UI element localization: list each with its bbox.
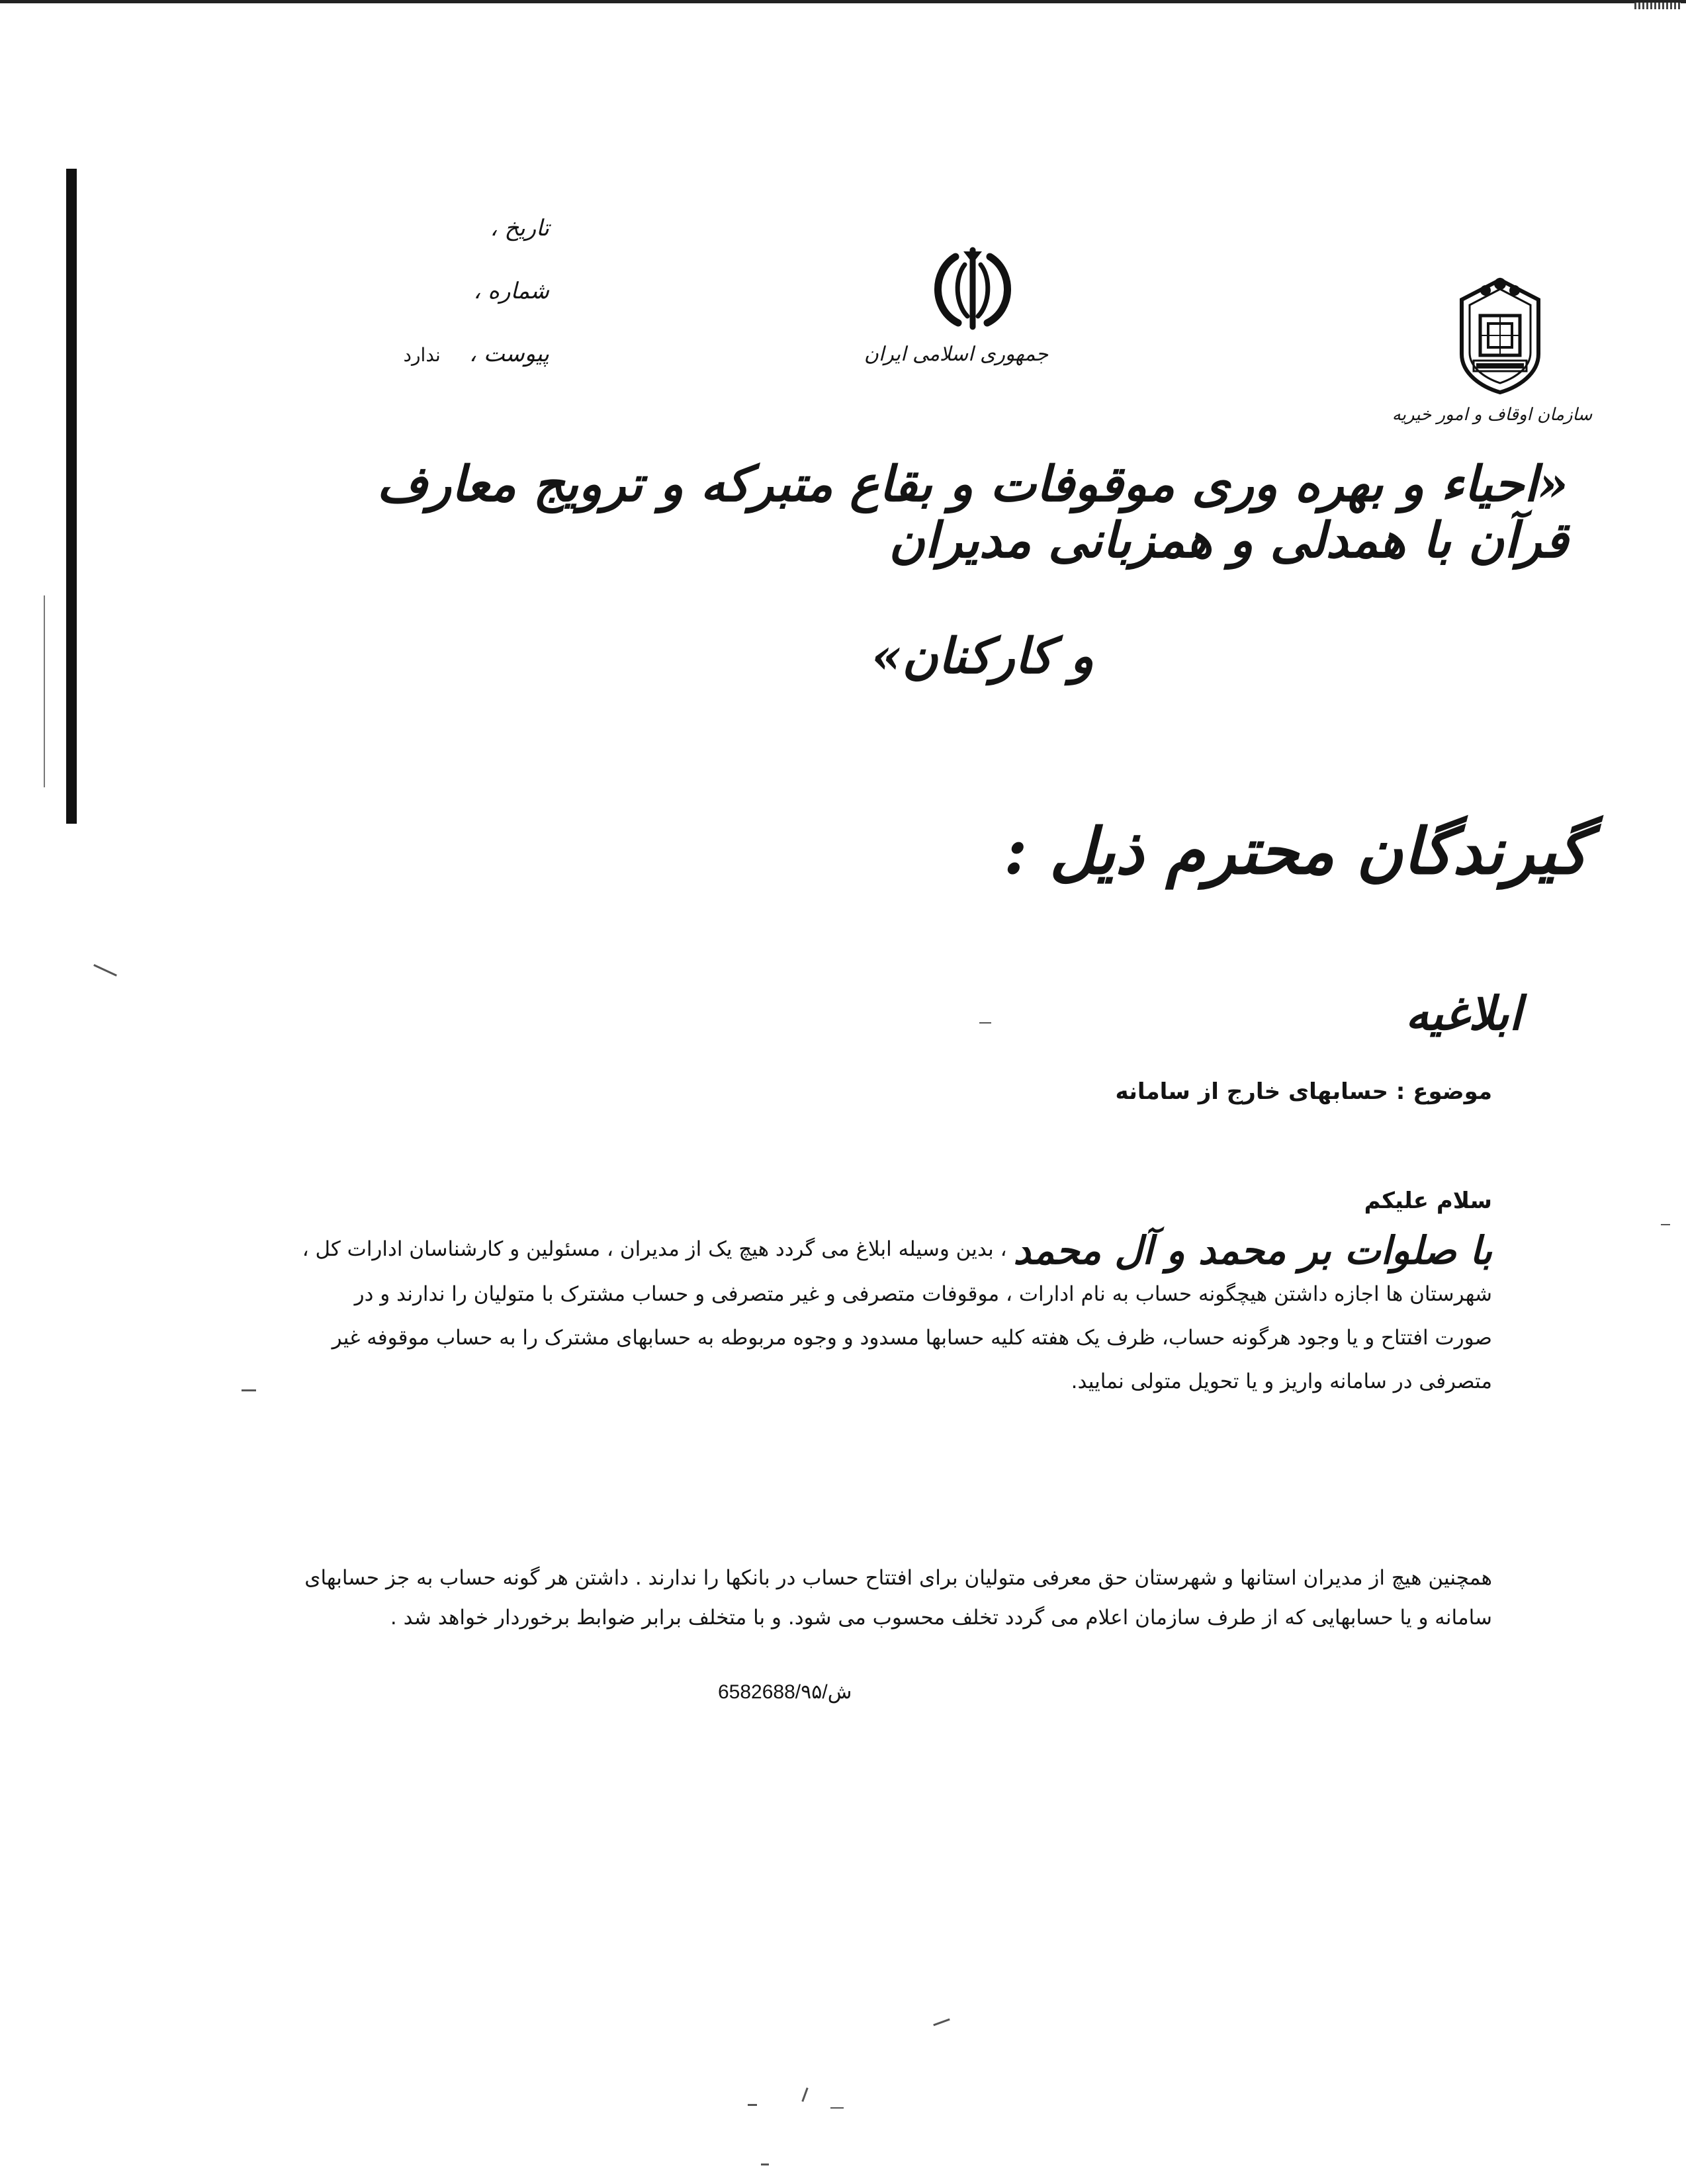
letter-meta	[357, 215, 549, 380]
slogan	[278, 457, 1568, 685]
scan-speck	[242, 1389, 256, 1391]
date-row: تاریخ ،	[490, 215, 549, 241]
emblem-caption: جمهوری اسلامی ایران	[864, 343, 1049, 366]
scan-speck	[1661, 1224, 1670, 1225]
attachment-label: پیوست	[483, 341, 549, 367]
number-label: شماره	[488, 278, 549, 304]
subject-line	[794, 1078, 1492, 1105]
scan-speck	[93, 964, 117, 977]
top-scan-rule	[0, 0, 1686, 3]
body-paragraph-1	[301, 1227, 1492, 1403]
slogan-line-1: «احیاء و بهره وری موقوفات و بقاع متبرکه و ترویج معارف قرآن با همدلی و همزبانی مدیران	[377, 456, 1568, 570]
subject-label: موضوع :	[1396, 1078, 1492, 1105]
attachment-row: پیوست ، ندارد	[403, 341, 549, 367]
scan-speck	[979, 1022, 991, 1024]
date-label: تاریخ	[504, 215, 549, 241]
number-row: شماره ،	[473, 278, 549, 304]
scan-speck	[761, 2163, 769, 2165]
body-paragraph-2: همچنین هیچ از مدیران استانها و شهرستان حق معرفی متولیان برای افتتاح حساب در بانکها را ندارند . داشتن هر گونه حساب به جز حسابهای سامانه و یا حسابهایی که از طرف سازمان اعلام می گردد تخلف محسوب می شود. و با متخلف برابر ضوابط برخوردار خواهد شد .	[304, 1566, 1492, 1630]
org-caption: سازمان اوقاف و امور خیریه	[1392, 405, 1593, 425]
body-paragraph-1-text: ، بدین وسیله ابلاغ می گردد هیچ یک از مدیران ، مسئولین و کارشناسان ادارات کل ، شهرستان ها اجازه داشتن هیچگونه حساب به نام ادارات ، موقوفات متصرفی و غیر متصرفی و حساب مشترک با متولیان را ندارند و در صورت افتتاح و یا وجود هرگونه حساب، ظرف یک هفته کلیه حسابها مسدود و وجوه مربوطه به حسابهای مشترک را به حساب موقوفه غیر متصرفی در سامانه واریز و یا تحویل متولی نمایید.	[302, 1237, 1492, 1393]
salawat-phrase: با صلوات بر محمد و آل محمد	[1013, 1228, 1492, 1273]
corner-scan-mark	[1634, 3, 1681, 9]
left-margin-bar	[66, 169, 77, 824]
left-margin-line	[44, 595, 45, 787]
greeting: سلام علیکم	[1364, 1188, 1492, 1214]
scan-speck	[830, 2107, 844, 2109]
endowment-organization-logo-icon	[1439, 275, 1562, 397]
iran-emblem-icon	[920, 245, 1026, 337]
scan-speck	[748, 2104, 757, 2106]
addressee-heading: گیرندگان محترم ذیل :	[1004, 814, 1588, 889]
slogan-line-2: و کارکنان»	[871, 628, 1094, 685]
notice-title: ابلاغیه	[1405, 986, 1522, 1041]
attachment-value: ندارد	[403, 344, 441, 366]
scan-speck	[933, 2019, 950, 2027]
reference-number: 6582688/ش/۹۵	[718, 1681, 852, 1703]
subject-text: حسابهای خارج از سامانه	[1115, 1078, 1388, 1105]
scan-speck	[801, 2087, 808, 2102]
